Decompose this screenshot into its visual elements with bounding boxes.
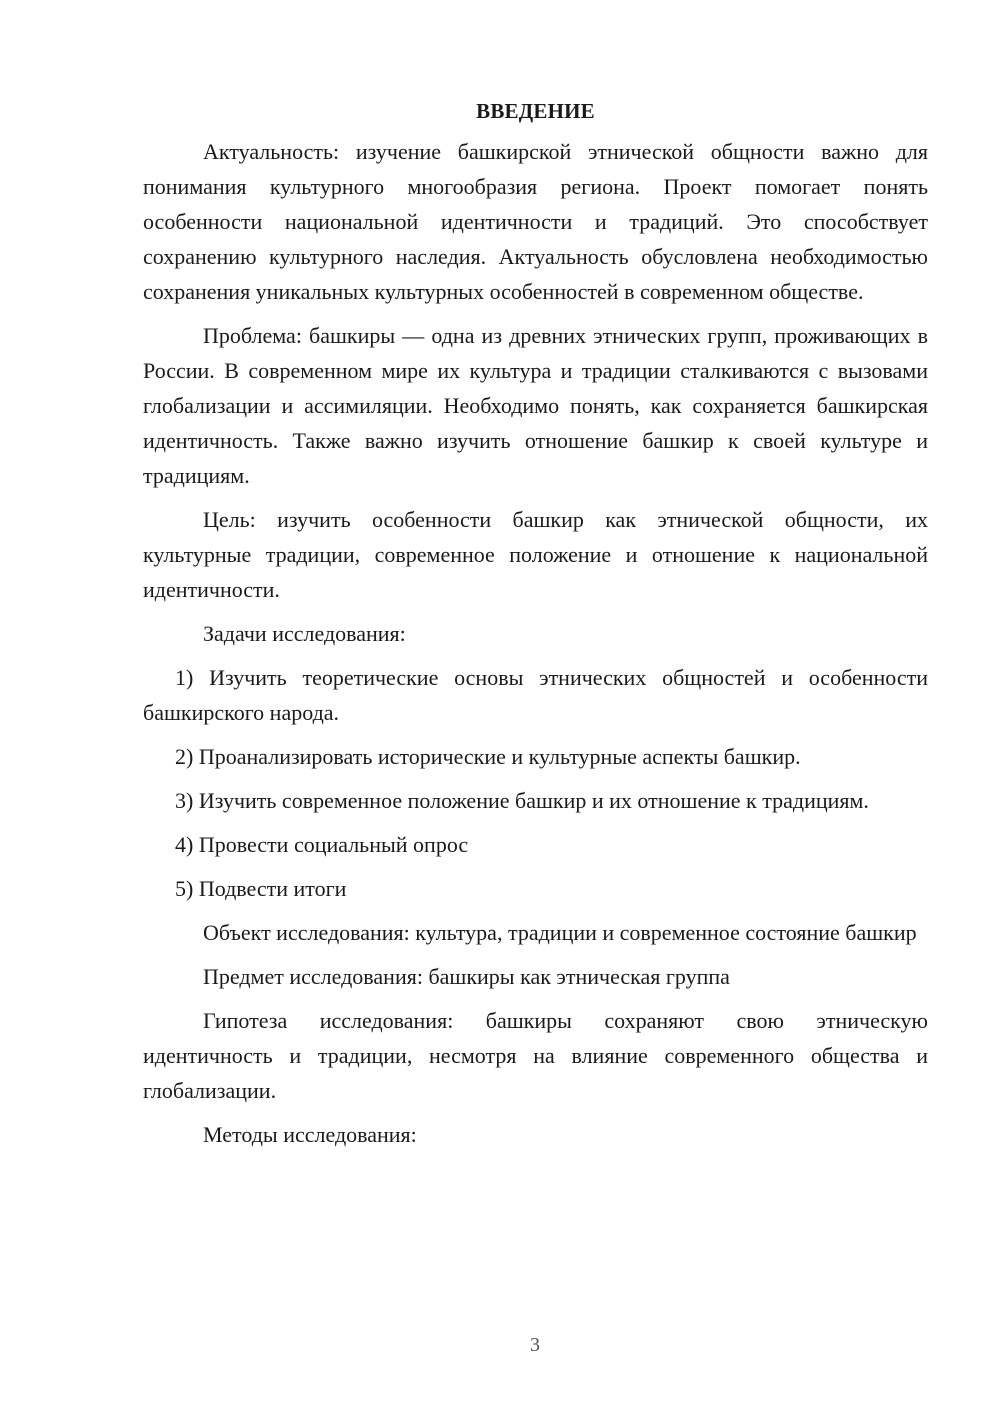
task-item-2: 2) Проанализировать исторические и культурные аспекты башкир.	[175, 744, 801, 769]
task-item-3: 3) Изучить современное положение башкир и их отношение к традициям.	[175, 788, 869, 813]
methods-heading: Методы исследования:	[203, 1122, 417, 1147]
tasks-heading: Задачи исследования:	[203, 621, 406, 646]
object-paragraph: Объект исследования: культура, традиции и современное состояние башкир	[203, 920, 917, 945]
page-content	[143, 94, 928, 1161]
goal-paragraph: Цель: изучить особенности башкир как этнической общности, их культурные традиции, современное положение и отношение к национальной идентичности.	[143, 507, 928, 602]
section-title: ВВЕДЕНИЕ	[476, 99, 595, 123]
problem-paragraph: Проблема: башкиры — одна из древних этнических групп, проживающих в России. В современном мире их культура и традиции сталкиваются с вызовами глобализации и ассимиляции. Необходимо понять, как сохраняется башкирская идентичность. Также важно изучить отношение башкир к своей культуре и традициям.	[143, 323, 928, 488]
hypothesis-paragraph: Гипотеза исследования: башкиры сохраняют свою этническую идентичность и традиции, несмотря на влияние современного общества и глобализации.	[143, 1008, 928, 1103]
page-number: 3	[530, 1334, 540, 1356]
task-item-1: 1) Изучить теоретические основы этнических общностей и особенности башкирского народа.	[143, 665, 928, 725]
task-item-4: 4) Провести социальный опрос	[175, 832, 469, 857]
subject-paragraph: Предмет исследования: башкиры как этническая группа	[203, 964, 730, 989]
relevance-paragraph: Актуальность: изучение башкирской этнической общности важно для понимания культурного многообразия региона. Проект помогает понять особенности национальной идентичности и традиций. Это способствует сохранению культурного наследия. Актуальность обусловлена необходимостью сохранения уникальных культурных особенностей в современном обществе.	[143, 139, 928, 304]
task-item-5: 5) Подвести итоги	[175, 876, 347, 901]
